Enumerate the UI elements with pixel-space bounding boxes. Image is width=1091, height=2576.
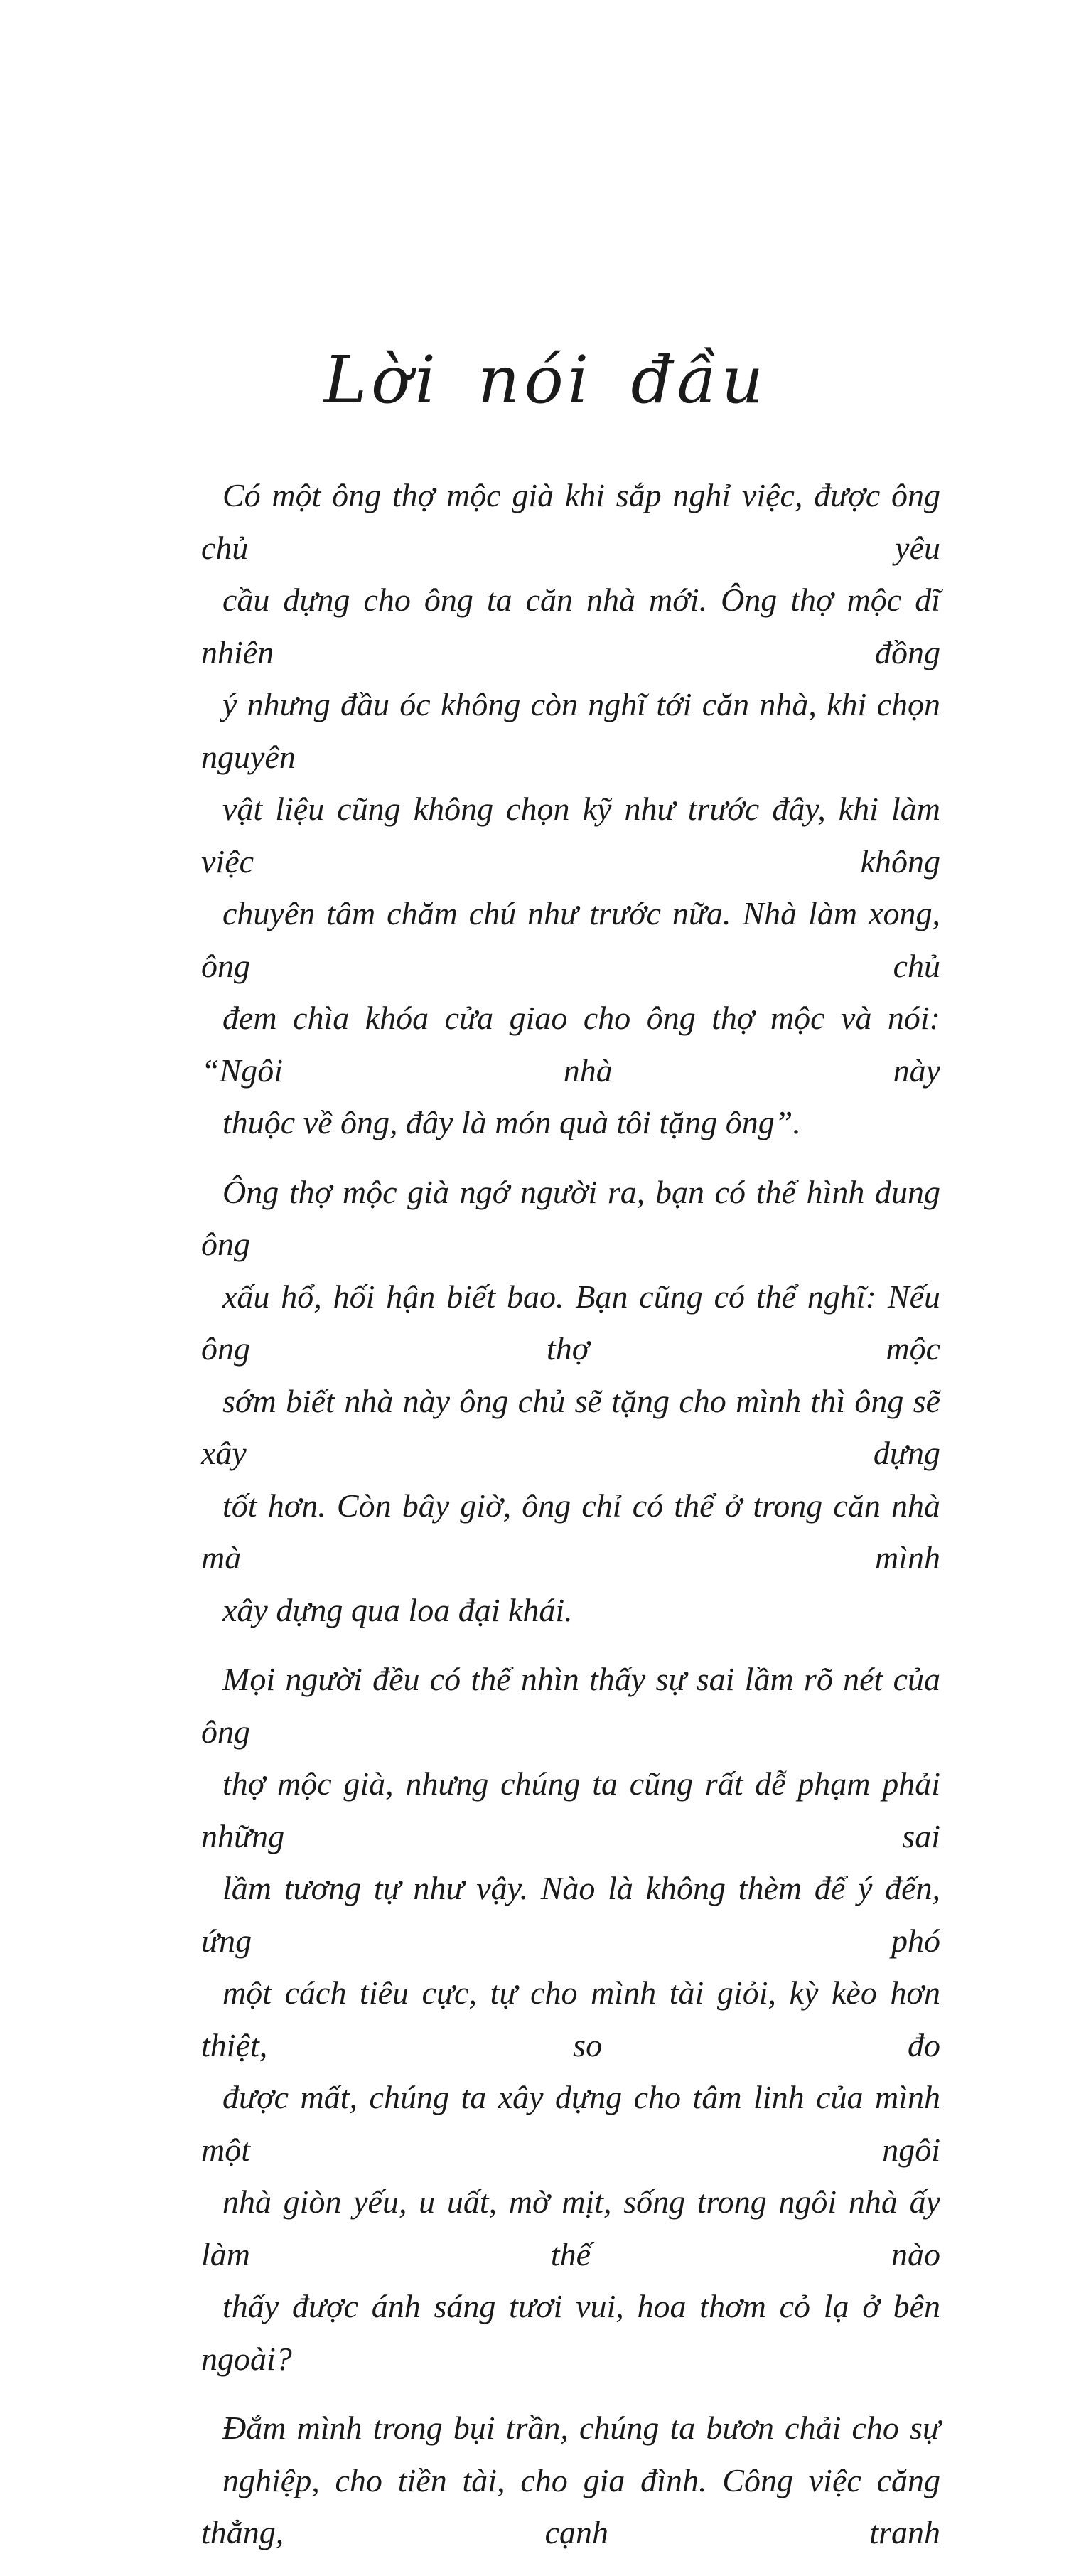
paragraph-line: thuộc về ông, đây là món quà tôi tặng ông”. (222, 1104, 801, 1140)
paragraph-line: lầm tương tự như vậy. Nào là không thèm để ý đến, ứng phó (201, 1870, 940, 1959)
paragraph-line: tốt hơn. Còn bây giờ, ông chỉ có thể ở trong căn nhà mà mình (201, 1487, 940, 1576)
paragraph-line: đem chìa khóa cửa giao cho ông thợ mộc và nói: “Ngôi nhà này (201, 1000, 940, 1089)
paragraph-line: Có một ông thợ mộc già khi sắp nghỉ việc, được ông chủ yêu (201, 477, 940, 566)
paragraph-line: xấu hổ, hối hận biết bao. Bạn cũng có thể nghĩ: Nếu ông thợ mộc (201, 1278, 940, 1367)
chapter-title: Lời nói đầu (323, 342, 768, 418)
paragraph-3 (201, 1653, 940, 2385)
paragraph-2 (201, 1166, 940, 1637)
paragraph-line: cầu dựng cho ông ta căn nhà mới. Ông thợ mộc dĩ nhiên đồng (201, 582, 940, 670)
paragraph-line: nghiệp, cho tiền tài, cho gia đình. Công việc căng thẳng, cạnh tranh (201, 2462, 940, 2550)
paragraph-line: thợ mộc già, nhưng chúng ta cũng rất dễ phạm phải những sai (201, 1765, 940, 1854)
paragraph-line: Đắm mình trong bụi trần, chúng ta bươn chải cho sự (222, 2410, 940, 2446)
paragraph-line: ý nhưng đầu óc không còn nghĩ tới căn nhà, khi chọn nguyên (201, 686, 940, 775)
paragraph-line: sớm biết nhà này ông chủ sẽ tặng cho mình thì ông sẽ xây dựng (201, 1382, 940, 1471)
paragraph-line: thấy được ánh sáng tươi vui, hoa thơm cỏ lạ ở bên ngoài? (201, 2288, 940, 2377)
paragraph-line: một cách tiêu cực, tự cho mình tài giỏi, kỳ kèo hơn thiệt, so đo (201, 1974, 940, 2063)
paragraph-line: được mất, chúng ta xây dựng cho tâm linh của mình một ngôi (201, 2079, 940, 2168)
paragraph-line: vật liệu cũng không chọn kỹ như trước đây, khi làm việc không (201, 791, 940, 880)
paragraph-line: xây dựng qua loa đại khái. (222, 1591, 573, 1628)
paragraph-1 (201, 469, 940, 1149)
paragraph-line: chuyên tâm chăm chú như trước nữa. Nhà làm xong, ông chủ (201, 895, 940, 984)
body-text (201, 469, 940, 2576)
paragraph-line: nhà giòn yếu, u uất, mờ mịt, sống trong ngôi nhà ấy làm thế nào (201, 2184, 940, 2272)
paragraph-4 (201, 2402, 940, 2559)
paragraph-line: Ông thợ mộc già ngớ người ra, bạn có thể hình dung ông (201, 1173, 940, 1262)
paragraph-line: Mọi người đều có thể nhìn thấy sự sai lầm rõ nét của ông (201, 1661, 940, 1750)
